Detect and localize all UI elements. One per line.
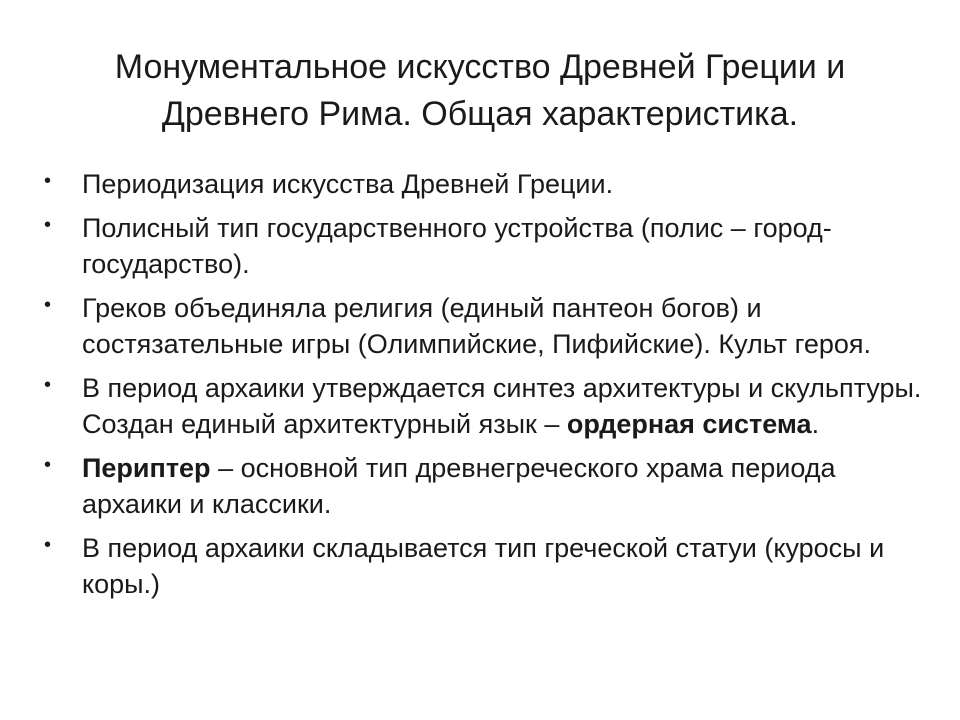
bullet-text-part: . — [811, 409, 820, 439]
bullet-icon: • — [44, 170, 52, 192]
bullet-text-part: – основной тип древнегреческого храма периода архаики и классики. — [82, 453, 836, 519]
bullet-text-part: В период архаики утверждается синтез архитектуры и скульптуры. Создан единый архитектурный язык – — [82, 373, 922, 439]
bullet-icon: • — [44, 454, 52, 476]
title-line-1: Монументальное искусство Древней Греции и — [114, 48, 846, 86]
bullet-icon: • — [44, 534, 52, 556]
bullet-icon: • — [44, 214, 52, 236]
bullet-icon: • — [44, 374, 52, 396]
bold-term-order-system: ордерная система — [566, 409, 812, 439]
bullet-item — [44, 290, 924, 362]
bullet-item — [44, 166, 924, 202]
bullet-item — [44, 450, 924, 522]
bullet-list — [44, 166, 924, 610]
bullet-text: Греков объединяла религия (единый пантеон богов) и состязательные игры (Олимпийские, Пифийские). Культ героя. — [82, 293, 871, 359]
bullet-text: В период архаики складывается тип греческой статуи (куросы и коры.) — [82, 533, 885, 599]
bullet-item — [44, 210, 924, 282]
bullet-text — [82, 453, 836, 519]
title-line-2: Древнего Рима. Общая характеристика. — [161, 95, 799, 133]
bold-term-peripteros: Периптер — [82, 453, 211, 483]
bullet-text: Периодизация искусства Древней Греции. — [82, 169, 614, 199]
bullet-text: Полисный тип государственного устройства (полис – город-государство). — [82, 213, 832, 279]
bullet-item — [44, 530, 924, 602]
bullet-item — [44, 370, 924, 442]
bullet-text — [82, 373, 921, 439]
bullet-icon: • — [44, 294, 52, 316]
slide-title — [60, 44, 900, 138]
